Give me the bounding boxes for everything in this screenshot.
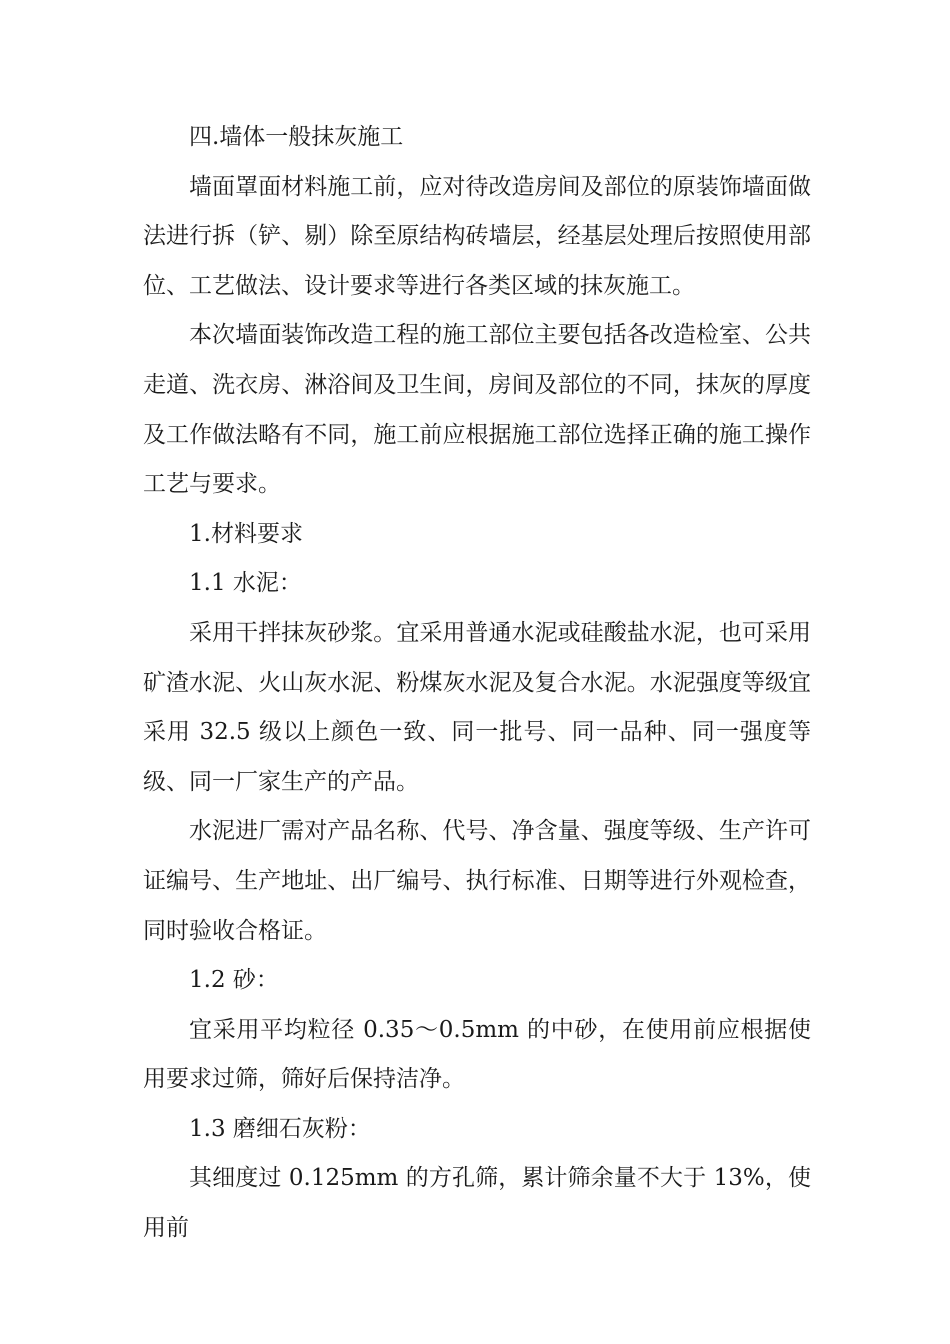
- body-paragraph: 水泥进厂需对产品名称、代号、净含量、强度等级、生产许可证编号、生产地址、出厂编号、执行标准、日期等进行外观检查，同时验收合格证。: [143, 818, 811, 944]
- body-paragraph: 本次墙面装饰改造工程的施工部位主要包括各改造检室、公共走道、洗衣房、淋浴间及卫生间，房间及部位的不同，抹灰的厚度及工作做法略有不同，施工前应根据施工部位选择正确的施工操作工艺与要求。: [143, 322, 811, 498]
- section-heading: 四.墙体一般抹灰施工: [189, 124, 404, 150]
- body-paragraph: 墙面罩面材料施工前，应对待改造房间及部位的原装饰墙面做法进行拆（铲、剔）除至原结构砖墙层，经基层处理后按照使用部位、工艺做法、设计要求等进行各类区域的抹灰施工。: [143, 173, 811, 299]
- body-paragraph: 宜采用平均粒径 0.35～0.5mm 的中砂，在使用前应根据使用要求过筛，筛好后保持洁净。: [143, 1016, 811, 1093]
- item-heading: 1.2 砂：: [189, 967, 279, 994]
- body-paragraph: 其细度过 0.125mm 的方孔筛，累计筛余量不大于 13%，使用前: [143, 1165, 811, 1242]
- item-heading: 1.3 磨细石灰粉：: [189, 1115, 371, 1142]
- item-heading: 1.1 水泥：: [189, 570, 302, 597]
- subsection-heading: 1.材料要求: [189, 520, 303, 547]
- body-paragraph: 采用干拌抹灰砂浆。宜采用普通水泥或硅酸盐水泥，也可采用矿渣水泥、火山灰水泥、粉煤灰水泥及复合水泥。水泥强度等级宜采用 32.5 级以上颜色一致、同一批号、同一品种、同一强度等级、同一厂家生产的产品。: [143, 619, 811, 795]
- document-body: [143, 113, 811, 1254]
